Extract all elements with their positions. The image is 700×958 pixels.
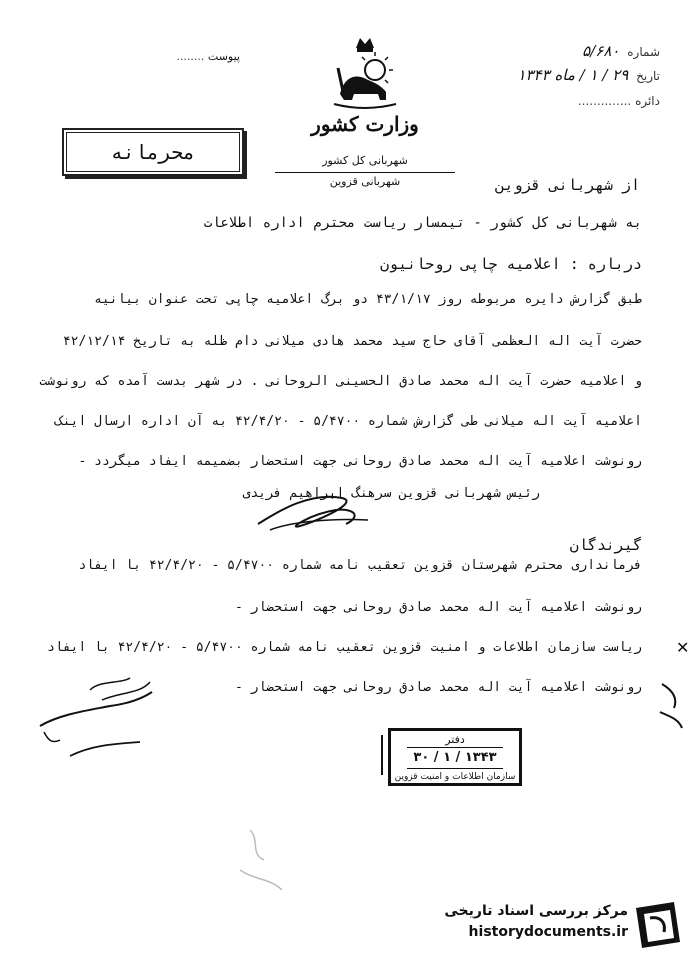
body-line-2: حضرت آیت اله العظمی آقای حاج سید محمد هادی میلانی دام ظله به تاریخ ۴۲/۱۲/۱۴ xyxy=(62,334,642,349)
stamp-org: سازمان اطلاعات و امنیت قزوین xyxy=(394,772,516,782)
subject-line: درباره : اعلامیه چاپی روحانیون xyxy=(380,255,642,273)
received-stamp xyxy=(388,728,522,786)
attachment-field: پیوست ........ xyxy=(176,50,240,63)
body-line-4: اعلامیه آیت اله میلانی طی گزارش شماره ۵/۴۷۰۰ - ۴۲/۴/۲۰ به آن اداره ارسال اینک xyxy=(54,414,642,429)
watermark-text: مرکز بررسی اسناد تاریخی xyxy=(444,903,628,919)
recipient-2-line-2: رونوشت اعلامیه آیت اله محمد صادق روحانی جهت استحضار - xyxy=(235,680,642,695)
date-field xyxy=(480,66,660,84)
body-line-1: طبق گزارش دایره مربوطه روز ۴۳/۱/۱۷ دو برگ اعلامیه چاپی تحت عنوان بیانیه xyxy=(94,292,642,307)
confidential-stamp: محرمانه xyxy=(62,128,244,176)
recipient-1-line-1: فرمانداری محترم شهرستان قزوین تعقیب نامه شماره ۵/۴۷۰۰ - ۴۲/۴/۲۰ با ایفاد xyxy=(78,558,642,573)
police-hq-subtitle: شهربانی کل کشور xyxy=(322,154,408,167)
watermark-url: historydocuments.ir xyxy=(468,924,628,940)
dept-field: دائره .............. xyxy=(577,94,660,108)
number-label: شماره xyxy=(627,45,660,59)
ministry-title: وزارت کشور xyxy=(311,112,419,136)
date-label: تاریخ xyxy=(636,69,660,83)
handwritten-note-icon xyxy=(30,670,170,780)
number-value: ۵/۶۸۰ xyxy=(582,42,620,60)
x-mark-icon: ✕ xyxy=(676,638,690,657)
faint-scribble-icon xyxy=(230,820,300,900)
recipients-heading: گیرندگان xyxy=(569,536,642,554)
body-line-3: و اعلامیه حضرت آیت اله محمد صادق الحسینی الروحانی . در شهر بدست آمده که رونوشت xyxy=(39,374,642,389)
recipient-1-line-2: رونوشت اعلامیه آیت اله محمد صادق روحانی جهت استحضار - xyxy=(235,600,642,615)
qazvin-police-subtitle: شهربانی قزوین xyxy=(275,172,455,188)
signer-line: رئیس شهربانی قزوین سرهنگ ابراهیم فریدی xyxy=(242,486,540,501)
dept-label: دائره xyxy=(635,94,660,108)
body-line-5: رونوشت اعلامیه آیت اله محمد صادق روحانی جهت استحضار بضمیمه ایفاد میگردد - xyxy=(78,454,642,469)
lion-and-sun-emblem-icon xyxy=(330,34,400,114)
from-line: از شهربانی قزوین xyxy=(495,176,640,194)
attachment-label: پیوست xyxy=(207,50,240,63)
stamp-date: ۱۳۴۳ / ۱ / ۳۰ xyxy=(407,747,503,769)
to-line: به شهربانی کل کشور - تیمسار ریاست محترم اداره اطلاعات xyxy=(203,215,642,231)
number-field xyxy=(490,42,660,60)
recipient-2-line-1: ریاست سازمان اطلاعات و امنیت قزوین تعقیب نامه شماره ۵/۴۷۰۰ - ۴۲/۴/۲۰ با ایفاد xyxy=(47,640,642,655)
archive-logo-icon xyxy=(630,898,684,952)
stamp-title: دفتر xyxy=(445,733,465,746)
signature-icon xyxy=(250,480,380,540)
date-value: ۲۹ / ۱ / ماه ۱۳۴۳ xyxy=(517,66,629,84)
margin-mark-icon xyxy=(652,676,692,732)
